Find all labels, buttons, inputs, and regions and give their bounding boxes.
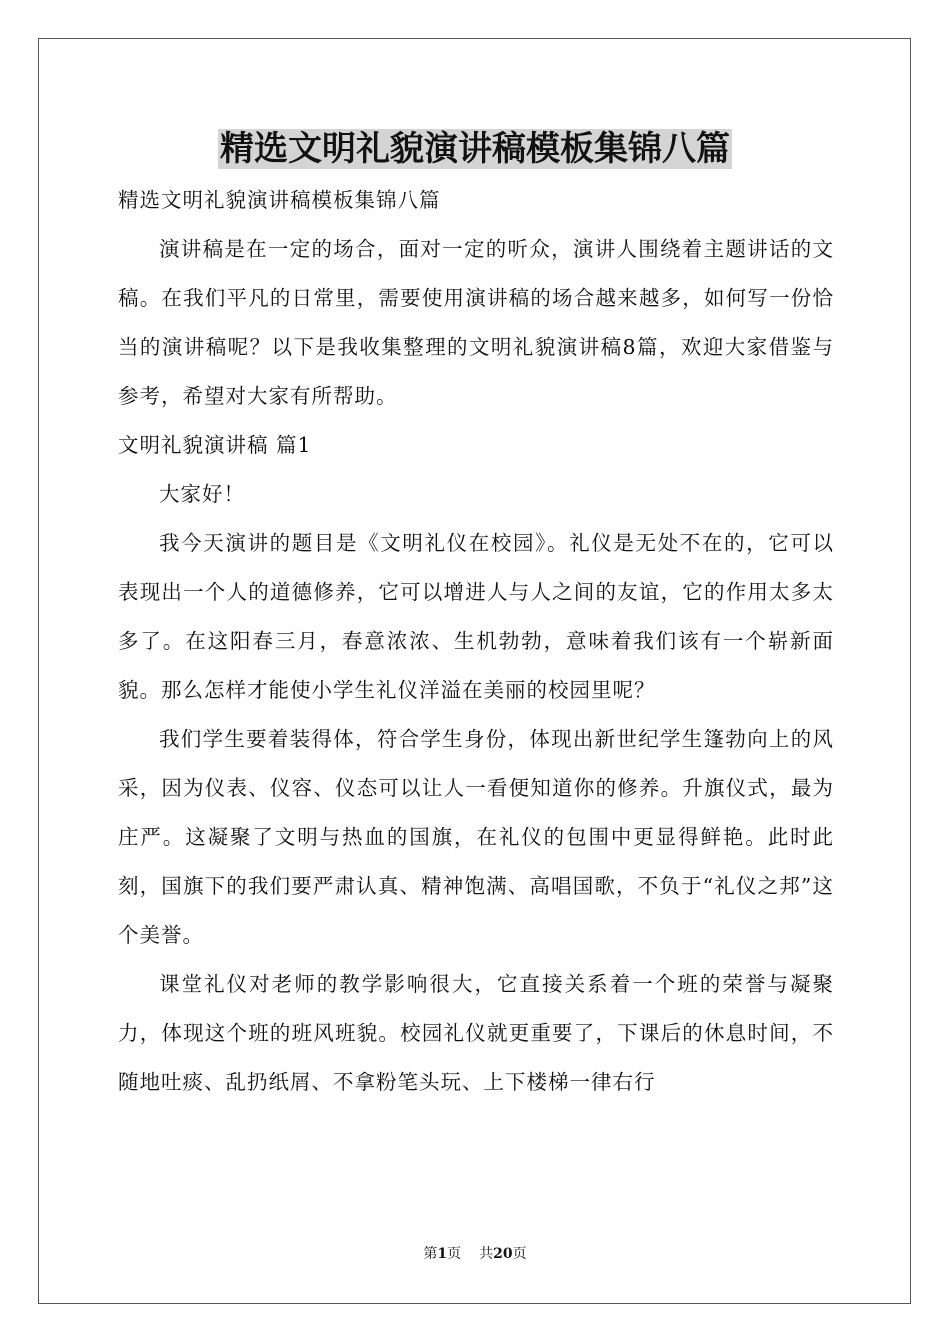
greeting-paragraph: 大家好！ (159, 482, 245, 506)
section-heading: 文明礼貌演讲稿 篇1 (118, 433, 312, 457)
page-suffix: 页 (447, 1246, 462, 1262)
body-paragraph: 我今天演讲的题目是《文明礼仪在校园》。礼仪是无处不在的，它可以表现出一个人的道德修养，它可以增进人与人之间的友谊，它的作用太多太多了。在这阳春三月，春意浓浓、生机勃勃，意味着我们该有一个崭新面貌。那么怎样才能使小学生礼仪洋溢在美丽的校园里呢？ (118, 531, 834, 702)
document-title-text: 精选文明礼貌演讲稿模板集锦八篇 (220, 129, 730, 169)
document-title (0, 127, 950, 171)
body-paragraph: 课堂礼仪对老师的教学影响很大，它直接关系着一个班的荣誉与凝聚力，体现这个班的班风班貌。校园礼仪就更重要了，下课后的休息时间，不随地吐痰、乱扔纸屑、不拿粉笔头玩、上下楼梯一律右行 (118, 972, 834, 1094)
body-paragraph: 我们学生要着装得体，符合学生身份，体现出新世纪学生篷勃向上的风采，因为仪表、仪容、仪态可以让人一看便知道你的修养。升旗仪式，最为庄严。这凝聚了文明与热血的国旗，在礼仪的包围中更显得鲜艳。此时此刻，国旗下的我们要严肃认真、精神饱满、高唱国歌，不负于“礼仪之邦”这个美誉。 (118, 727, 834, 947)
intro-paragraph: 演讲稿是在一定的场合，面对一定的听众，演讲人围绕着主题讲话的文稿。在我们平凡的日常里，需要使用演讲稿的场合越来越多，如何写一份恰当的演讲稿呢？以下是我收集整理的文明礼貌演讲稿8篇，欢迎大家借鉴与参考，希望对大家有所帮助。 (118, 237, 834, 408)
page-footer (0, 1244, 950, 1264)
total-prefix: 共 (479, 1246, 494, 1262)
total-suffix: 页 (512, 1246, 527, 1262)
current-page-number: 1 (437, 1246, 448, 1262)
total-page-number: 20 (493, 1246, 513, 1262)
document-subtitle: 精选文明礼貌演讲稿模板集锦八篇 (118, 188, 441, 212)
document-body (118, 176, 834, 1107)
page-prefix: 第 (423, 1246, 438, 1262)
